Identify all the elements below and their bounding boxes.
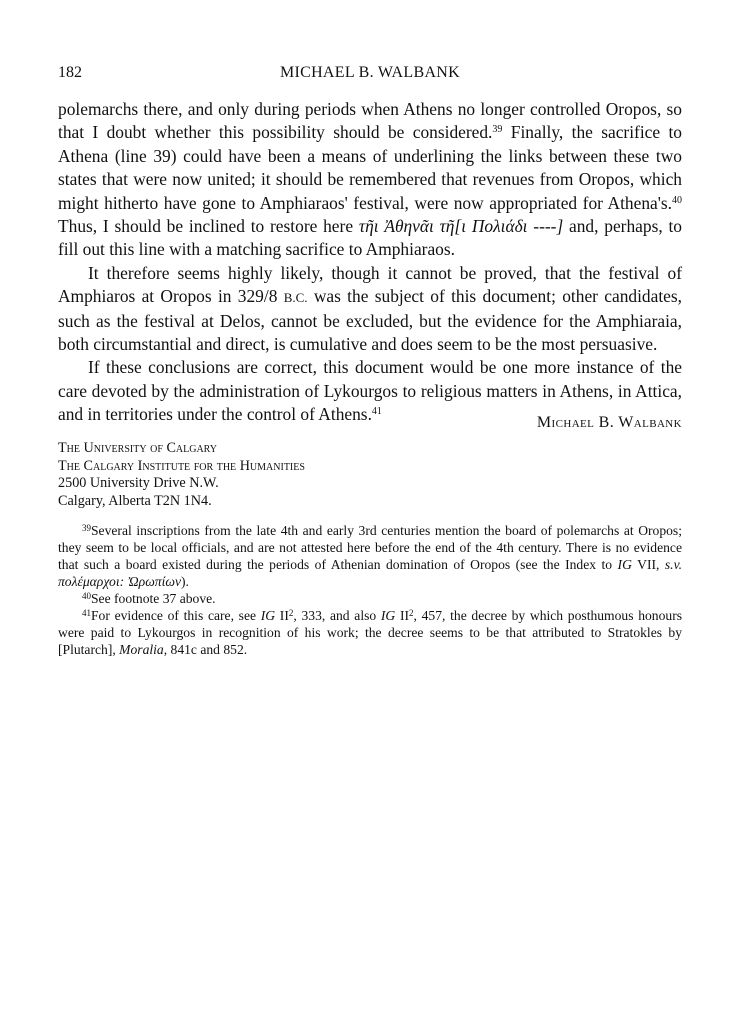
citation-italic: IG (617, 557, 632, 572)
citation-italic: IG (260, 608, 276, 623)
paragraph-text: and, perhaps, to fill out this line with a matching sacrifice to Amphiaraos. (58, 216, 683, 260)
citation-italic: Moralia (119, 642, 164, 657)
footnote-text: VII, (631, 557, 665, 572)
footnote-mark: 41 (82, 608, 91, 618)
footnote-text: For evidence of this care, see (91, 608, 261, 623)
affiliation-line: 2500 University Drive N.W. (58, 475, 219, 492)
greek-text: πολέμαρχοι: Ὠρωπίων (58, 574, 182, 589)
paragraph-text: was the subject of this document; other candidates, such as the festival at Delos, cannot be excluded, but the evidence for the Amphiaraia, both circumstantial and direct, is cumulative and does seem to be the most persuasive. (58, 286, 682, 355)
paragraph-text: polemarchs there, and only during periods when Athens no longer controlled Oropos, so that I doubt whether this possibility should be considered. (58, 99, 682, 143)
footnote-mark: 39 (82, 523, 91, 533)
author-affiliation (58, 440, 305, 510)
footnote-40 (58, 590, 682, 607)
citation-italic: s.v. (664, 557, 682, 572)
paragraph-text: It therefore seems highly likely, though it cannot be proved, that the festival of Amphiaros at Oropos in 329/8 (58, 262, 682, 307)
affiliation-line: The University of Calgary (58, 440, 218, 456)
affiliation-line: Calgary, Alberta T2N 1N4. (58, 492, 212, 509)
paragraph-1 (58, 98, 682, 262)
footnote-text: , 333, and also (293, 608, 381, 623)
footnote-text: II (395, 608, 410, 623)
paragraph-text: Finally, the sacrifice to Athena (line 39) could have been a means of underlining the links between these two states that were now united; it should be remembered that revenues from Oropos, which might hitherto have gone to Amphiaraos' festival, were now appropriated for Athena's. (58, 122, 682, 213)
footnote-text: ). (181, 574, 189, 589)
footnote-text: , 457, the decree by which posthumous honours were paid to Lykourgos in recognition of his work; the decree seems to be that attributed to Stratokles by [Plutarch], (58, 608, 683, 657)
paragraph-text: If these conclusions are correct, this document would be one more instance of the care devoted by the administration of Lykourgos to religious matters in Athens, in Attica, and in territories under the control of Athens. (58, 357, 682, 425)
footnotes (58, 522, 682, 658)
greek-restoration: τῆι Ἀθηνᾶι τῆ[ι Πολιάδι ----] (358, 216, 564, 237)
superscript: 2 (288, 608, 294, 618)
page-number: 182 (58, 64, 82, 81)
footnote-mark: 40 (82, 591, 91, 601)
footnote-41 (58, 607, 682, 658)
paragraph-text: Thus, I should be inclined to restore here (58, 216, 359, 237)
footnote-text: II (275, 608, 289, 623)
footnote-ref-39: 39 (492, 124, 503, 136)
paragraph-2 (58, 262, 682, 357)
footnote-ref-40: 40 (672, 194, 682, 206)
page-header (58, 64, 682, 88)
body-text (58, 98, 682, 427)
footnote-text: See footnote 37 above. (91, 591, 216, 606)
footnote-text: Several inscriptions from the late 4th and early 3rd centuries mention the board of polemarchs at Oropos; they seem to be local officials, and are not attested here before the end of the 4th century. There is no evidence that such a board existed during the periods of Athenian domination of Oropos (see the Index to (58, 523, 682, 572)
author-signature: Michael B. Walbank (536, 414, 682, 431)
era-abbreviation: B.C. (283, 290, 308, 306)
superscript: 2 (409, 608, 414, 618)
footnote-ref-41: 41 (371, 406, 382, 418)
citation-italic: IG (380, 608, 396, 623)
affiliation-line: The Calgary Institute for the Humanities (58, 457, 305, 474)
footnote-39 (58, 522, 682, 590)
footnote-text: , 841c and 852. (163, 642, 248, 657)
running-head: MICHAEL B. WALBANK (279, 64, 461, 81)
